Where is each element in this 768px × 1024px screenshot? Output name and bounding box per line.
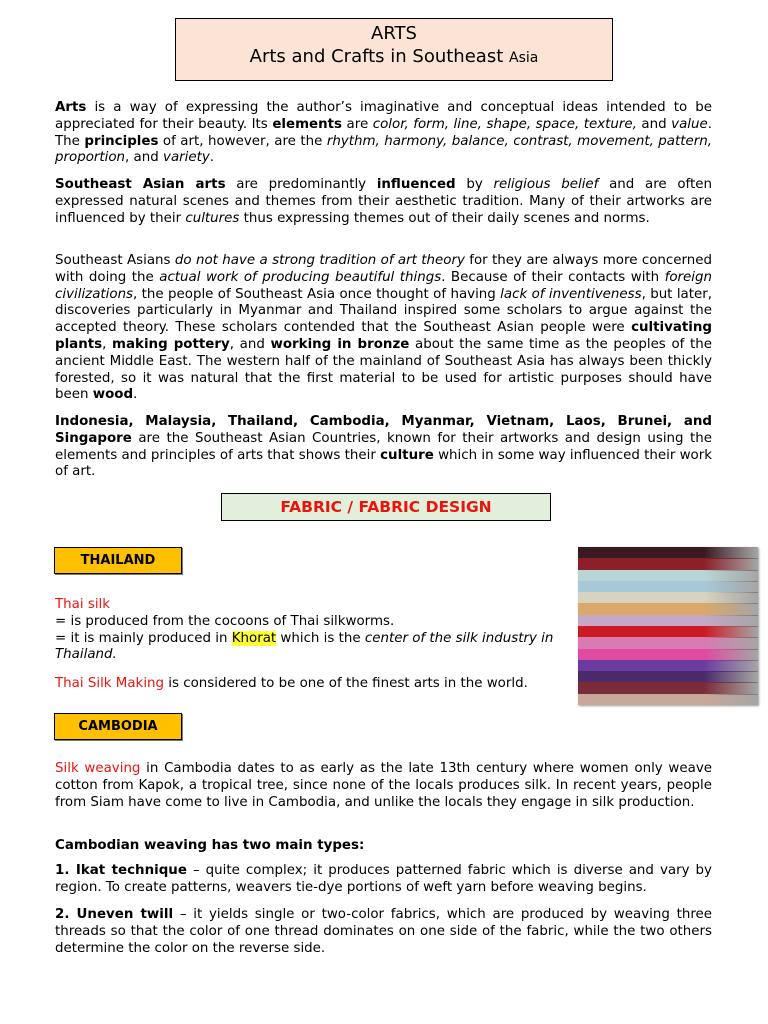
principles-list: rhythm, harmony, balance, contrast, movement, pattern, proportion bbox=[55, 133, 712, 166]
text: by bbox=[455, 177, 494, 192]
term-principles: principles bbox=[84, 133, 159, 149]
thai-silk-making bbox=[55, 676, 575, 693]
text: . bbox=[133, 387, 138, 403]
term-arts: Arts bbox=[55, 100, 87, 115]
term-wood: wood bbox=[92, 387, 134, 403]
text: are bbox=[342, 116, 373, 132]
emphasis: do not have a strong tradition of art theory bbox=[174, 253, 465, 268]
text: is considered to be one of the finest arts in the world. bbox=[164, 676, 528, 691]
text: . bbox=[209, 150, 215, 166]
text: , the people of Southeast Asia once thought of having bbox=[133, 286, 501, 302]
text: in Cambodia dates to as early as the late 13th century where women only weave cotton from Kapok, a tropical tree, since none of the locals produces silk. In recent years, people from Siam have come to live in Cambodia, and unlike the locals they engage in silk production. bbox=[55, 761, 712, 810]
text: – it yields single or two-color fabrics, which are produced by weaving three threads so that the color of one thread dominates on one side of the fabric, while the two others determine the color on the reverse side. bbox=[55, 907, 713, 956]
term-southeast-asian-arts: Southeast Asian arts bbox=[55, 177, 226, 192]
principles-list-variety: variety bbox=[163, 150, 210, 166]
country-label-thailand: THAILAND bbox=[54, 547, 182, 574]
text: – quite complex; it produces patterned fabric which is diverse and vary by region. To create patterns, weavers tie-dye portions of weft yarn before weaving begins. bbox=[55, 863, 712, 895]
text: , but later, discoveries particularly in Myanmar and Thailand inspired some scholars to argue against the accepted theory. These scholars contended that the Southeast Asian people were bbox=[55, 286, 712, 336]
silk-weaving-term: Silk weaving bbox=[55, 761, 141, 776]
text: thus expressing themes out of their daily scenes and norms. bbox=[239, 210, 650, 226]
uneven-twill-term: 2. Uneven twill bbox=[55, 907, 174, 922]
text: are the Southeast Asian Countries, known for their artworks and design using the elements and principles of arts that shows their bbox=[55, 430, 712, 463]
thai-silk-line-1: = is produced from the cocoons of Thai silkworms. bbox=[55, 613, 395, 629]
text: for they are always more concerned with doing the bbox=[55, 253, 712, 285]
title-box bbox=[175, 18, 613, 81]
paragraph-southeast-asian-arts bbox=[55, 177, 712, 227]
text: = it is mainly produced in bbox=[55, 630, 232, 646]
text: Southeast Asians bbox=[55, 253, 175, 268]
silk-fabric-stripe bbox=[578, 694, 758, 705]
text: , and bbox=[125, 150, 164, 166]
text: is a way of expressing the author’s imaginative and conceptual ideas intended to be appreciated for their beauty. Its bbox=[55, 100, 712, 132]
religious-belief: religious belief bbox=[493, 177, 599, 192]
ikat-term: 1. Ikat technique bbox=[55, 863, 187, 878]
thai-silk-making-title: Thai Silk Making bbox=[55, 676, 165, 691]
silk-center-text: center of the silk industry in Thailand. bbox=[55, 630, 554, 663]
thai-silk-block bbox=[55, 597, 575, 664]
elements-list-value: value bbox=[671, 116, 708, 132]
text: . Because of their contacts with bbox=[441, 269, 665, 285]
text: of art, however, are the bbox=[158, 133, 327, 149]
term-cultivating-plants: cultivating plants bbox=[55, 320, 712, 352]
page-subtitle bbox=[176, 45, 612, 70]
paragraph-countries bbox=[55, 414, 712, 481]
subtitle-main: Arts and Crafts in Southeast bbox=[249, 46, 504, 67]
cultures: cultures bbox=[185, 210, 240, 226]
paragraph-art-theory bbox=[55, 253, 712, 404]
paragraph-cambodia-silk bbox=[55, 761, 712, 811]
text: about the same time as the peoples of the ancient Middle East. The western half of the mainland of Southeast Asia has always been thickly forested, so it was natural that the first material to be used for artistic purposes should have been bbox=[55, 336, 712, 403]
country-label-cambodia: CAMBODIA bbox=[54, 713, 182, 740]
thai-silk-title: Thai silk bbox=[55, 597, 111, 612]
page-title: ARTS bbox=[371, 23, 417, 44]
term-culture: culture bbox=[380, 447, 434, 463]
subtitle-small: Asia bbox=[509, 50, 539, 66]
section-heading-fabric: FABRIC / FABRIC DESIGN bbox=[221, 493, 551, 521]
text: . The bbox=[55, 116, 712, 149]
text: which is the bbox=[276, 630, 365, 646]
term-influenced: influenced bbox=[376, 177, 456, 192]
term-elements: elements bbox=[272, 116, 343, 132]
text: and are often expressed natural scenes and themes from their aesthetic tradition. Many of their artworks are influenced by their bbox=[55, 177, 712, 226]
text: and bbox=[636, 116, 672, 132]
paragraph-arts-definition bbox=[55, 100, 712, 167]
elements-list: color, form, line, shape, space, texture, bbox=[372, 116, 637, 132]
text: , bbox=[102, 336, 113, 352]
emphasis: actual work of producing beautiful things bbox=[159, 269, 442, 285]
country-list: Indonesia, Malaysia, Thailand, Cambodia, Myanmar, Vietnam, Laos, Brunei, and Singapore bbox=[55, 414, 712, 446]
emphasis: foreign civilizations bbox=[55, 269, 712, 302]
khorat-highlight: Khorat bbox=[231, 630, 277, 646]
text: which in some way influenced their work of art. bbox=[55, 447, 712, 480]
term-working-in-bronze: working in bronze bbox=[270, 336, 410, 352]
term-making-pottery: making pottery bbox=[112, 336, 230, 352]
types-heading-text: Cambodian weaving has two main types: bbox=[55, 838, 365, 853]
silk-fabric-photo bbox=[578, 547, 758, 705]
text: , and bbox=[229, 336, 271, 352]
emphasis: lack of inventiveness bbox=[500, 286, 642, 302]
type-ikat bbox=[55, 863, 712, 897]
cambodia-types-heading bbox=[55, 838, 712, 855]
type-uneven-twill bbox=[55, 907, 712, 957]
text: are predominantly bbox=[225, 177, 377, 192]
